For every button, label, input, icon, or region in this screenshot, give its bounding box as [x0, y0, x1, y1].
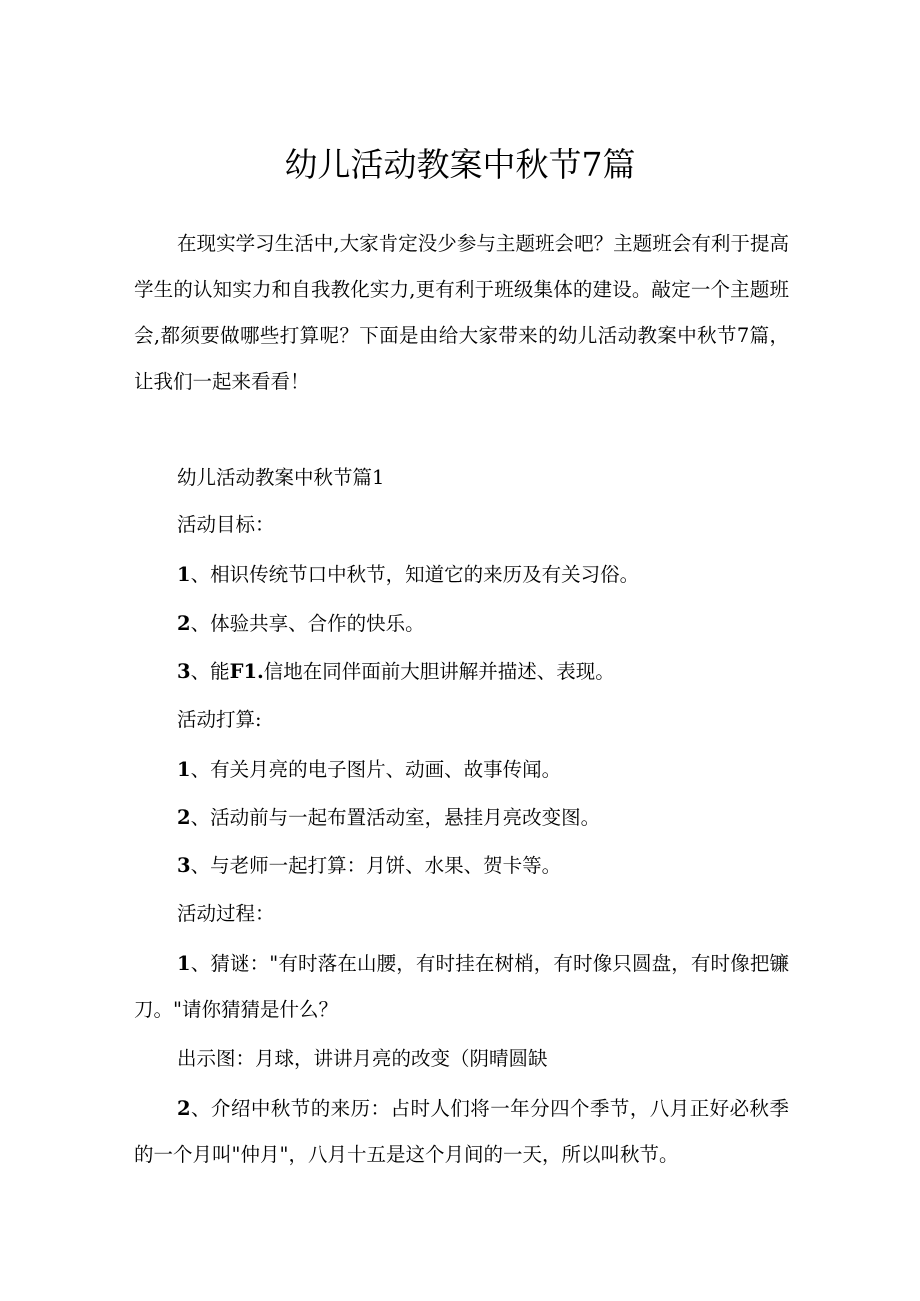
prep-3-text: 、与老师一起打算：月饼、水果、贺卡等。	[190, 854, 562, 877]
goal-3-bold-fragment: F1.	[229, 660, 264, 683]
goal-1-number: 1	[177, 563, 191, 586]
goal-2-text: 、体验共享、合作的快乐。	[190, 612, 425, 635]
goal-2-number: 2	[177, 612, 191, 635]
prep-item-3	[177, 851, 561, 881]
goal-1-text: 、相识传统节口中秋节，知道它的来历及有关习俗。	[190, 563, 640, 586]
process-1-number: 1	[177, 952, 191, 975]
prep-2-number: 2	[177, 806, 191, 829]
prep-1-text: 、有关月亮的电子图片、动画、故事传闻。	[190, 758, 562, 781]
process-item-2	[134, 1086, 789, 1178]
process-label: 活动过程：	[177, 902, 275, 925]
goal-3-number: 3	[177, 660, 191, 683]
goal-item-1	[177, 560, 639, 590]
prep-item-1	[177, 755, 561, 785]
section-heading-text: 幼儿活动教案中秋节篇1	[177, 466, 385, 489]
document-title: 幼儿活动教案中秋节7篇	[284, 145, 636, 184]
process-2-number: 2	[177, 1097, 191, 1120]
goal-3-text-a: 、能	[190, 660, 230, 683]
intro-paragraph: 在现实学习生活中,大家肯定没少参与主题班会吧？主题班会有利于提高学生的认知实力和自我教化实力,更有利于班级集体的建设。敲定一个主题班会,都须要做哪些打算呢？下面是由给大家带来的幼儿活动教案中秋节7篇，让我们一起来看看！	[134, 232, 789, 393]
prep-1-number: 1	[177, 758, 191, 781]
goals-label: 活动目标：	[177, 513, 275, 536]
goal-item-2	[177, 609, 425, 639]
prep-label: 活动打算:	[177, 708, 262, 731]
process-1-text: 、猜谜："有时落在山腰，有时挂在树梢，有时像只圆盘，有时像把镰刀。"请你猜猜是什么？	[134, 952, 789, 1021]
goal-item-3	[177, 657, 615, 687]
prep-item-2	[177, 803, 600, 833]
prep-3-number: 3	[177, 854, 191, 877]
prep-2-text: 、活动前与一起布置活动室，悬挂月亮改变图。	[190, 806, 601, 829]
process-2-text: 、介绍中秋节的来历：占时人们将一年分四个季节，八月正好必秋季的一个月叫"仲月"，八月十五是这个月间的一天，所以叫秋节。	[134, 1097, 789, 1166]
show-picture-line: 出示图：月球，讲讲月亮的改变（阴晴圆缺	[177, 1047, 548, 1070]
process-item-1	[134, 941, 789, 1033]
goal-3-text-b: 信地在同伴面前大胆讲解并描述、表现。	[263, 660, 615, 683]
section-heading	[177, 463, 384, 493]
